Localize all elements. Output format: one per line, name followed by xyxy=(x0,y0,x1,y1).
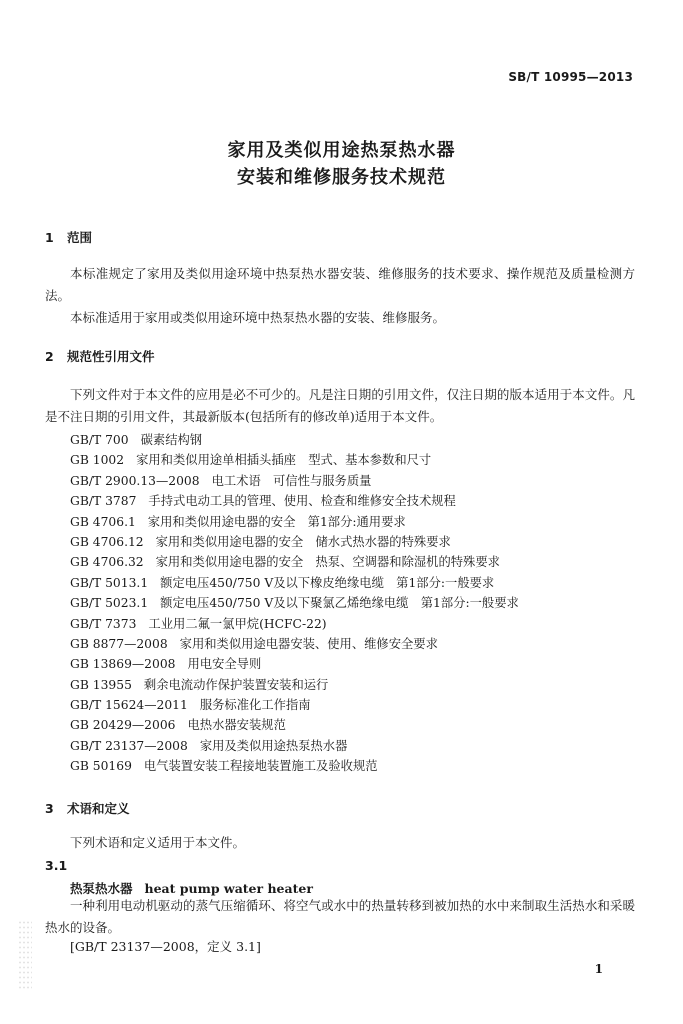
reference-code: GB 4706.1 xyxy=(70,514,136,529)
reference-title: 家用和类似用途单相插头插座 型式、基本参数和尺寸 xyxy=(136,453,432,468)
section-1-heading xyxy=(45,228,92,246)
reference-title: 家用和类似用途电器安装、使用、维修安全要求 xyxy=(179,636,438,651)
reference-title: 手持式电动工具的管理、使用、检查和维修安全技术规程 xyxy=(148,494,456,509)
reference-code: GB/T 5013.1 xyxy=(70,575,149,590)
reference-code: GB 4706.12 xyxy=(70,534,144,549)
reference-list xyxy=(70,430,519,777)
scan-artifact xyxy=(18,920,32,990)
section-number: 1 xyxy=(45,230,54,245)
reference-title: 电热水器安装规范 xyxy=(187,718,286,733)
scope-paragraph-2: 本标准适用于家用或类似用途环境中热泵热水器的安装、维修服务。 xyxy=(70,310,446,325)
reference-item xyxy=(70,715,519,735)
reference-title: 工业用二氟一氯甲烷(HCFC-22) xyxy=(148,616,327,631)
reference-item xyxy=(70,512,519,532)
section-title: 术语和定义 xyxy=(67,801,130,816)
reference-title: 家用和类似用途电器的安全 第1部分:通用要求 xyxy=(147,514,406,529)
reference-title: 剩余电流动作保护装置安装和运行 xyxy=(143,677,329,692)
reference-item xyxy=(70,491,519,511)
reference-title: 服务标准化工作指南 xyxy=(199,698,311,713)
reference-item xyxy=(70,654,519,674)
definition-source: [GB/T 23137—2008，定义 3.1] xyxy=(70,939,261,954)
reference-code: GB/T 15624—2011 xyxy=(70,698,188,713)
reference-item xyxy=(70,573,519,593)
reference-title: 电气装置安装工程接地装置施工及验收规范 xyxy=(143,759,378,774)
reference-code: GB 20429—2006 xyxy=(70,718,176,733)
reference-code: GB 8877—2008 xyxy=(70,636,168,651)
reference-code: GB/T 700 xyxy=(70,433,129,447)
reference-item xyxy=(70,593,519,613)
reference-title: 电工术语 可信性与服务质量 xyxy=(211,473,372,488)
reference-code: GB/T 7373 xyxy=(70,616,137,631)
reference-code: GB 50169 xyxy=(70,759,132,774)
section-2-heading xyxy=(45,347,155,365)
reference-item xyxy=(70,552,519,572)
section-title: 规范性引用文件 xyxy=(67,349,155,364)
reference-code: GB/T 3787 xyxy=(70,494,137,509)
reference-item xyxy=(70,634,519,654)
reference-title: 用电安全导则 xyxy=(187,657,262,672)
reference-title: 额定电压450/750 V及以下聚氯乙烯绝缘电缆 第1部分:一般要求 xyxy=(160,596,519,611)
scope-paragraph-1: 本标准规定了家用及类似用途环境中热泵热水器安装、维修服务的技术要求、操作规范及质量检测方法。 xyxy=(45,266,635,303)
terms-intro: 下列术语和定义适用于本文件。 xyxy=(70,835,246,850)
reference-title: 碳素结构钢 xyxy=(140,433,203,447)
term-definition: 一种利用电动机驱动的蒸气压缩循环、将空气或水中的热量转移到被加热的水中来制取生活热水和采暖热水的设备。 xyxy=(45,898,635,935)
reference-item xyxy=(70,695,519,715)
standard-code: SB/T 10995—2013 xyxy=(508,70,633,84)
reference-item xyxy=(70,736,519,756)
reference-title: 额定电压450/750 V及以下橡皮绝缘电缆 第1部分:一般要求 xyxy=(160,575,495,590)
reference-code: GB/T 23137—2008 xyxy=(70,738,188,753)
reference-item xyxy=(70,471,519,491)
reference-item xyxy=(70,614,519,634)
reference-title: 家用和类似用途电器的安全 储水式热水器的特殊要求 xyxy=(155,534,451,549)
section-number: 2 xyxy=(45,349,54,364)
reference-item xyxy=(70,450,519,470)
document-title-line2: 安装和维修服务技术规范 xyxy=(237,167,446,188)
reference-code: GB 4706.32 xyxy=(70,555,144,570)
reference-item xyxy=(70,675,519,695)
section-title: 范围 xyxy=(67,230,93,245)
reference-item xyxy=(70,430,519,450)
reference-item xyxy=(70,532,519,552)
document-title-line1: 家用及类似用途热泵热水器 xyxy=(227,140,456,161)
term-english: heat pump water heater xyxy=(144,881,313,896)
page-number: 1 xyxy=(594,962,603,976)
term-chinese: 热泵热水器 xyxy=(70,881,133,896)
reference-code: GB 13955 xyxy=(70,677,132,692)
reference-title: 家用及类似用途热泵热水器 xyxy=(199,738,348,753)
section-3-heading xyxy=(45,799,130,817)
references-intro: 下列文件对于本文件的应用是必不可少的。凡是注日期的引用文件，仅注日期的版本适用于本文件。凡是不注日期的引用文件，其最新版本(包括所有的修改单)适用于本文件。 xyxy=(45,387,635,424)
reference-code: GB/T 2900.13—2008 xyxy=(70,473,200,488)
reference-item xyxy=(70,756,519,776)
reference-code: GB 13869—2008 xyxy=(70,657,176,672)
reference-code: GB 1002 xyxy=(70,453,125,468)
reference-code: GB/T 5023.1 xyxy=(70,596,149,611)
reference-title: 家用和类似用途电器的安全 热泵、空调器和除湿机的特殊要求 xyxy=(155,555,500,570)
section-number: 3 xyxy=(45,801,54,816)
clause-number: 3.1 xyxy=(45,858,68,873)
